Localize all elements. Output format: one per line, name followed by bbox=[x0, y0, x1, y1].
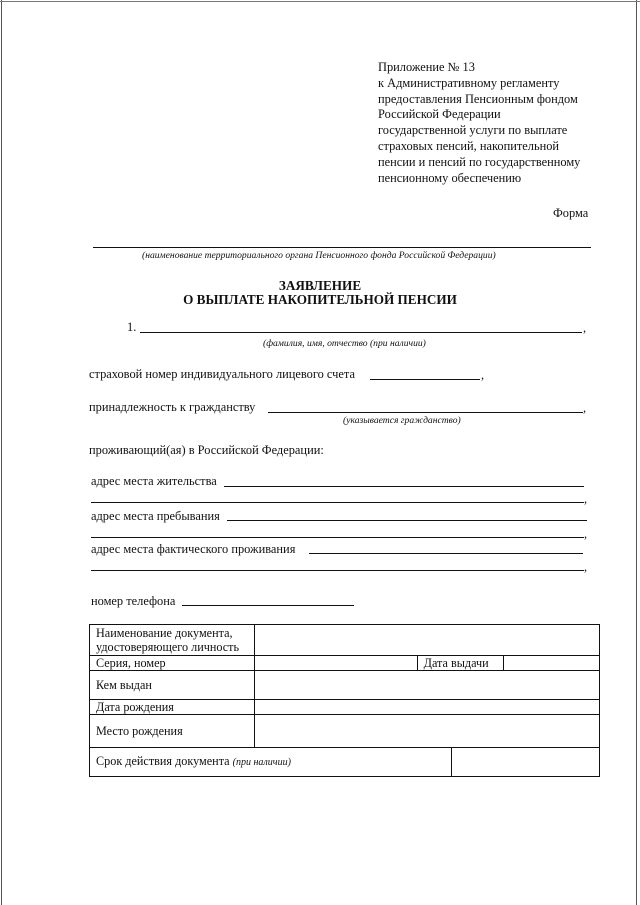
birth-date-label: Дата рождения bbox=[90, 700, 255, 715]
table-row bbox=[90, 715, 600, 748]
appendix-header bbox=[378, 60, 618, 186]
validity-input-cell[interactable] bbox=[451, 748, 599, 777]
citizenship-field[interactable] bbox=[268, 412, 583, 413]
birth-place-input-cell[interactable] bbox=[255, 715, 600, 748]
appendix-line: государственной услуги по выплате bbox=[378, 123, 568, 138]
issued-by-input-cell[interactable] bbox=[255, 671, 600, 700]
fio-caption: (фамилия, имя, отчество (при наличии) bbox=[263, 338, 426, 349]
table-row bbox=[90, 656, 600, 671]
doc-name-cell bbox=[90, 625, 255, 656]
residence-address-label: адрес места жительства bbox=[91, 474, 217, 488]
page-left-edge bbox=[1, 0, 2, 905]
validity-label: Срок действия документа bbox=[96, 754, 230, 768]
series-number-label: Серия, номер bbox=[90, 656, 255, 671]
residing-label: проживающий(ая) в Российской Федерации: bbox=[89, 443, 324, 457]
residence-comma: , bbox=[584, 492, 588, 506]
phone-label: номер телефона bbox=[91, 594, 176, 608]
stay-address-field[interactable] bbox=[227, 520, 587, 521]
page-top-edge bbox=[0, 1, 640, 2]
doc-name-input-cell[interactable] bbox=[255, 625, 600, 656]
appendix-line: Приложение № 13 bbox=[378, 60, 475, 74]
document-subtitle: О ВЫПЛАТЕ НАКОПИТЕЛЬНОЙ ПЕНСИИ bbox=[183, 292, 457, 307]
appendix-line: страховых пенсий, накопительной bbox=[378, 138, 560, 153]
pfr-body-caption: (наименование территориального органа Пенсионного фонда Российской Федерации) bbox=[142, 250, 496, 261]
identity-document-table bbox=[89, 624, 600, 777]
actual-address-field-2[interactable] bbox=[91, 570, 584, 571]
birth-date-input-cell[interactable] bbox=[255, 700, 600, 715]
appendix-line: Российской Федерации bbox=[378, 107, 501, 122]
appendix-line: к Административному регламенту bbox=[378, 75, 560, 90]
issue-date-label: Дата выдачи bbox=[417, 656, 503, 671]
form-label: Форма bbox=[553, 206, 589, 220]
actual-address-field[interactable] bbox=[309, 553, 583, 554]
citizenship-comma: , bbox=[583, 401, 587, 415]
citizenship-caption: (указывается гражданство) bbox=[343, 415, 461, 426]
birth-place-label: Место рождения bbox=[90, 715, 255, 748]
appendix-line: пенсии и пенсий по государственному bbox=[378, 154, 581, 169]
series-number-input-cell[interactable] bbox=[255, 656, 417, 671]
table-row bbox=[90, 748, 600, 777]
pfr-body-field[interactable] bbox=[93, 247, 591, 248]
table-row bbox=[90, 671, 600, 700]
doc-name-label-line2: удостоверяющего личность bbox=[96, 640, 240, 654]
appendix-line: предоставления Пенсионным фондом bbox=[378, 91, 578, 106]
document-title: ЗАЯВЛЕНИЕ bbox=[278, 278, 362, 293]
stay-address-label: адрес места пребывания bbox=[91, 509, 220, 523]
fio-field[interactable] bbox=[140, 332, 582, 333]
validity-note: (при наличии) bbox=[232, 757, 291, 768]
table-row bbox=[90, 625, 600, 656]
stay-address-field-2[interactable] bbox=[91, 537, 584, 538]
issue-date-input-cell[interactable] bbox=[503, 656, 599, 671]
citizenship-label: принадлежность к гражданству bbox=[89, 400, 256, 414]
appendix-line: пенсионному обеспечению bbox=[378, 170, 522, 185]
issued-by-label: Кем выдан bbox=[90, 671, 255, 700]
residence-address-field[interactable] bbox=[224, 486, 584, 487]
phone-field[interactable] bbox=[182, 605, 354, 606]
fio-comma: , bbox=[583, 321, 587, 335]
snils-comma: , bbox=[481, 368, 485, 382]
item-number: 1. bbox=[127, 320, 137, 334]
doc-name-label-line1: Наименование документа, bbox=[96, 626, 233, 640]
stay-comma: , bbox=[584, 527, 588, 541]
snils-field[interactable] bbox=[370, 379, 480, 380]
residence-address-field-2[interactable] bbox=[91, 502, 584, 503]
actual-address-label: адрес места фактического проживания bbox=[91, 542, 296, 556]
validity-cell bbox=[90, 748, 452, 777]
table-row bbox=[90, 700, 600, 715]
actual-comma: , bbox=[584, 560, 588, 574]
page-right-edge bbox=[636, 0, 637, 905]
snils-label: страховой номер индивидуального лицевого счета bbox=[89, 367, 355, 381]
